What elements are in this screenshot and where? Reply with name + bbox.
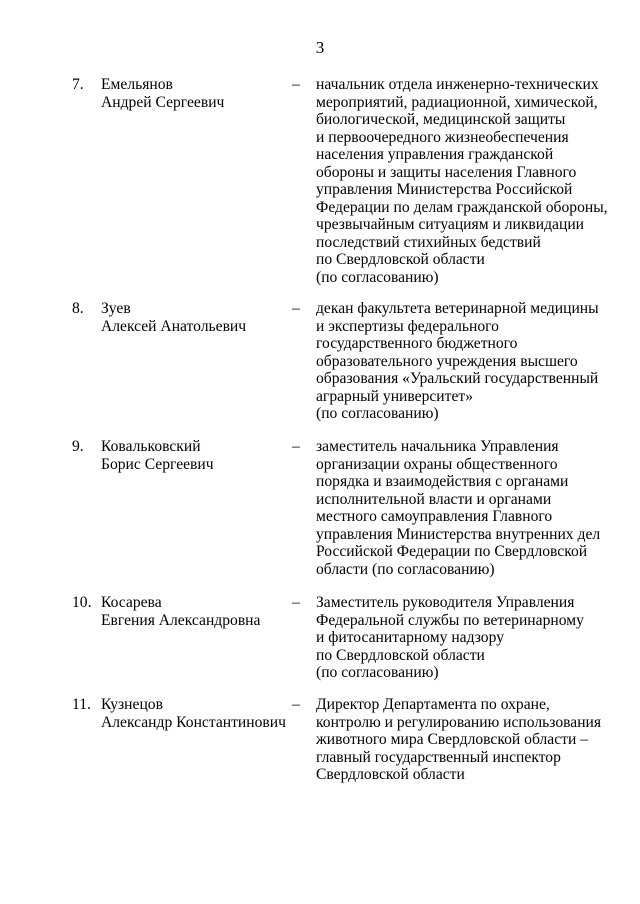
description-line: (по согласованию)	[316, 405, 439, 422]
description-line: управления Министерства внутренних дел	[316, 525, 601, 543]
description-line: населения управления гражданской	[316, 146, 554, 163]
person-given-names: Евгения Александровна	[101, 611, 261, 629]
description-line: мероприятий, радиационной, химической,	[316, 93, 598, 111]
description-line: Директор Департамента по охране,	[316, 696, 550, 713]
description-line: декан факультета ветеринарной медицины	[316, 300, 599, 317]
description-line: аграрный университет»	[316, 387, 473, 405]
person-surname: Кузнецов	[101, 696, 163, 713]
person-given-names: Андрей Сергеевич	[101, 93, 225, 111]
description-line: последствий стихийных бедствий	[316, 233, 541, 251]
description-line: исполнительной власти и органами	[316, 490, 552, 508]
description-line: местного самоуправления Главного	[316, 508, 553, 525]
person-surname: Ковальковский	[101, 438, 201, 455]
description-line: обороны и защиты населения Главного	[316, 163, 577, 181]
person-name	[101, 438, 214, 473]
person-surname: Косарева	[101, 594, 162, 611]
description-line: Федеральной службы по ветеринарному	[316, 611, 584, 629]
description-line: (по согласованию)	[316, 268, 439, 286]
description-line: Федерации по делам гражданской обороны,	[316, 198, 608, 216]
description-line: по Свердловской области	[316, 646, 485, 664]
description-line: (по согласованию)	[316, 664, 439, 681]
entry-dash: –	[292, 594, 300, 611]
description-line: биологической, медицинской защиты	[316, 111, 566, 128]
entry-number: 10.	[72, 594, 92, 611]
person-name	[101, 300, 246, 335]
description-line: животного мира Свердловской области –	[316, 731, 588, 748]
person-name	[101, 696, 286, 731]
description-line: заместитель начальника Управления	[316, 438, 559, 455]
entry-dash: –	[292, 76, 300, 93]
person-given-names: Алексей Анатольевич	[101, 317, 247, 335]
description-line: по Свердловской области	[316, 251, 485, 268]
position-description	[316, 76, 616, 286]
position-description	[316, 696, 616, 784]
description-line: Заместитель руководителя Управления	[316, 594, 575, 611]
description-line: и первоочередного жизнеобеспечения	[316, 128, 569, 146]
description-line: организации охраны общественного	[316, 455, 558, 473]
person-given-names: Александр Константинович	[101, 713, 286, 731]
description-line: области (по согласованию)	[316, 560, 495, 578]
entry-dash: –	[292, 696, 300, 713]
description-line: чрезвычайным ситуациям и ликвидации	[316, 216, 585, 233]
entry-dash: –	[292, 438, 300, 455]
description-line: порядка и взаимодействия с органами	[316, 473, 569, 490]
person-name	[101, 594, 260, 629]
description-line: Свердловской области	[316, 766, 465, 783]
entry-number: 9.	[72, 438, 84, 455]
description-line: и фитосанитарному надзору	[316, 629, 504, 646]
description-line: начальник отдела инженерно-технических	[316, 76, 599, 93]
description-line: и экспертизы федерального	[316, 317, 499, 335]
position-description	[316, 594, 616, 682]
description-line: образовательного учреждения высшего	[316, 352, 578, 370]
entry-number: 7.	[72, 76, 84, 93]
page-number: 3	[315, 38, 325, 57]
description-line: управления Министерства Российской	[316, 181, 573, 198]
position-description	[316, 438, 616, 578]
entry-dash: –	[292, 300, 300, 317]
person-given-names: Борис Сергеевич	[101, 455, 214, 473]
description-line: контролю и регулированию использования	[316, 713, 602, 731]
entry-number: 11.	[72, 696, 91, 713]
description-line: Российской Федерации по Свердловской	[316, 543, 588, 560]
entry-number: 8.	[72, 300, 84, 317]
position-description	[316, 300, 616, 423]
person-surname: Зуев	[101, 300, 131, 317]
description-line: образования «Уральский государственный	[316, 370, 599, 387]
description-line: главный государственный инспектор	[316, 748, 561, 766]
person-surname: Емельянов	[101, 76, 173, 93]
person-name	[101, 76, 224, 111]
description-line: государственного бюджетного	[316, 335, 518, 352]
